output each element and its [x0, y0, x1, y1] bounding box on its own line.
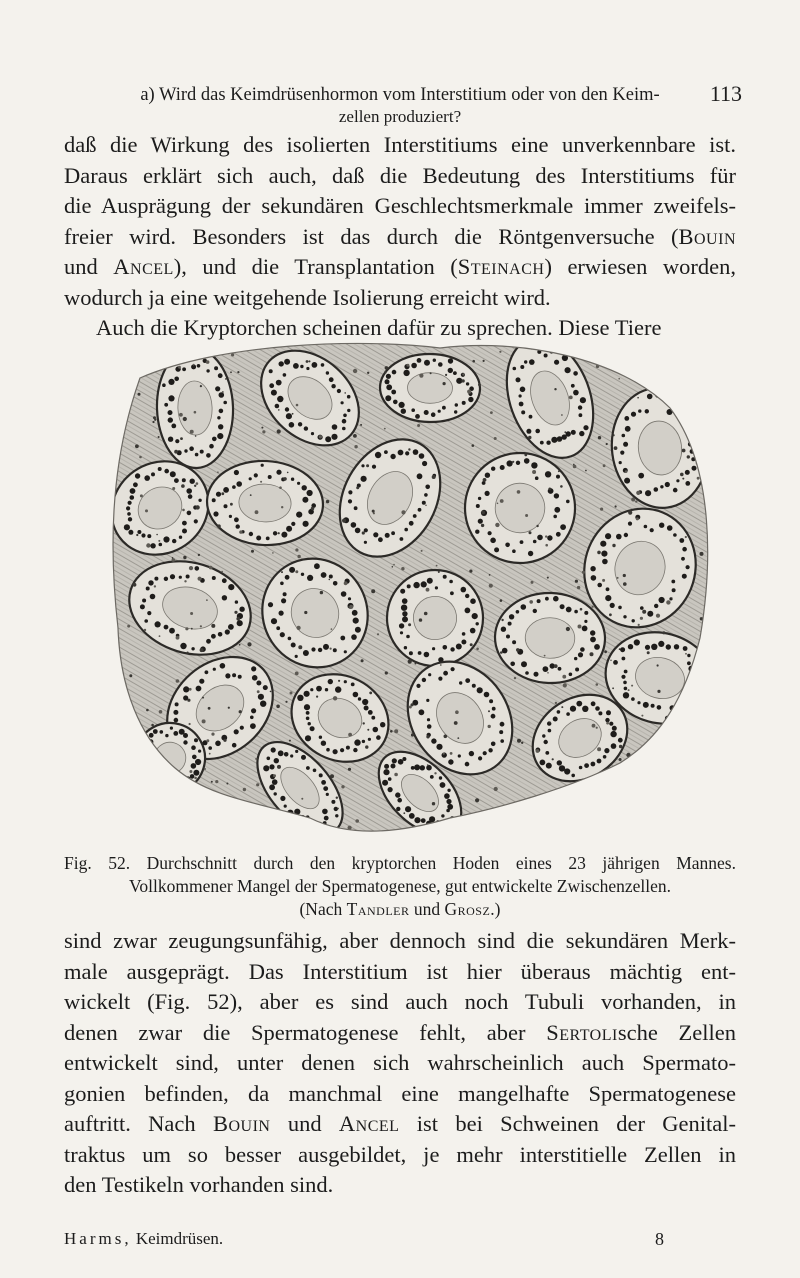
author-name: Sertoli	[546, 1019, 618, 1045]
footer-author: Harms,	[64, 1229, 132, 1248]
text-line: freier wird. Besonders ist das durch die Röntgenversuche (Bouin	[64, 223, 736, 249]
text-line: und Ancel), und die Transplantation (Steinach) erwiesen worden,	[64, 254, 737, 279]
caption-line: (Nach Tandler und Grosz.)	[299, 899, 501, 919]
caption-line: Fig. 52. Durchschnitt durch den kryptorchen Hoden eines 23 jährigen Mannes.	[64, 853, 736, 873]
running-head-line1	[64, 81, 742, 106]
text-line: auftritt. Nach Bouin und Ancel ist bei Schweinen der Genital-	[64, 1111, 737, 1136]
text-line: sind zwar zeugungsunfähig, aber dennoch sind die sekundären Merk-	[64, 928, 736, 953]
author-name: Grosz	[444, 899, 491, 919]
text-line: die Ausprägung der sekundären Geschlechtsmerkmale immer zweifels-	[64, 193, 736, 218]
text-line: denen zwar die Spermatogenese fehlt, aber Sertolische Zellen	[64, 1019, 737, 1045]
caption-line: Vollkommener Mangel der Spermatogenese, gut entwickelte Zwischenzellen.	[128, 876, 671, 896]
running-head-text: a) Wird das Keimdrüsenhormon vom Interstitium oder von den Keim-	[140, 85, 660, 105]
page-number: 113	[709, 81, 742, 106]
text-line: male ausgeprägt. Das Interstitium ist hier überaus mächtig ent-	[64, 958, 736, 984]
text-line: wickelt (Fig. 52), aber es sind auch noch Tubuli vorhanden, in	[64, 989, 736, 1014]
text-line: entwickelt sind, unter denen sich wahrscheinlich auch Spermato-	[64, 1050, 736, 1075]
paragraph-3	[64, 926, 736, 1201]
author-name: Ancel	[113, 254, 174, 279]
author-name: Tandler	[346, 899, 410, 919]
running-head	[64, 81, 742, 128]
author-name: Steinach	[457, 254, 545, 279]
histology-micrograph-icon	[100, 338, 720, 840]
figure-caption	[64, 852, 736, 921]
signature-mark: 8	[655, 1229, 664, 1249]
paragraph-1	[64, 130, 736, 313]
author-name: Bouin	[212, 1111, 271, 1136]
footer-title: Keimdrüsen.	[135, 1229, 224, 1248]
text-line: wodurch ja eine weitgehende Isolierung erreicht wird.	[64, 284, 551, 310]
text-line: Daraus erklärt sich auch, daß die Bedeutung des Interstitiums für	[64, 162, 736, 188]
text-line: Auch die Kryptorchen scheinen dafür zu sprechen. Diese Tiere	[96, 315, 662, 340]
figure-52-micrograph	[100, 338, 720, 840]
text-line: gonien befinden, da manchmal eine mangelhafte Spermatogenese	[64, 1080, 736, 1106]
page-footer	[64, 1228, 664, 1250]
text-line: traktus um so besser ausgebildet, je mehr interstitielle Zellen in	[64, 1141, 736, 1167]
text-line: daß die Wirkung des isolierten Interstitiums eine unverkennbare ist.	[64, 132, 736, 157]
author-name: Ancel	[338, 1111, 400, 1136]
text-line: den Testikeln vorhanden sind.	[64, 1172, 334, 1197]
running-head-line2: zellen produziert?	[338, 107, 462, 126]
author-name: Bouin	[678, 223, 736, 249]
